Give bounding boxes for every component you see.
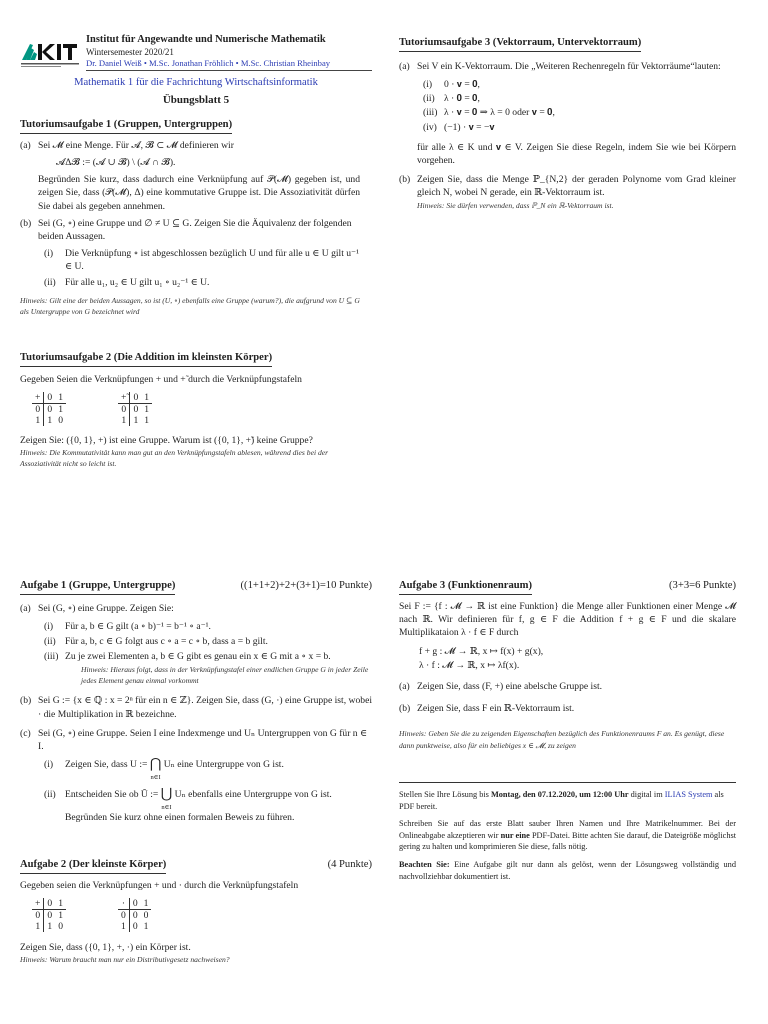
rule-text: λ · 𝟎 = 𝟎, [444,93,480,105]
exercise-1 [20,579,372,825]
task-text: Sei (G, ∘) eine Gruppe und ∅ ≠ U ⊆ G. Zeigen Sie die Äquivalenz der folgenden beiden Aussagen. [38,217,352,243]
item-label: (ii) [423,93,435,105]
section-title: Tutoriumsaufgabe 2 (Die Addition im kleinsten Körper) [20,351,272,367]
task-text: Sei G := {x ∈ ℚ : x = 2ⁿ für ein n ∈ ℤ}. Zeigen Sie, dass (G, ·) eine Gruppe ist, wobei · die Multiplikation in ℝ bezeichne. [38,695,372,720]
footer-text: Eine Aufgabe gilt nur dann als gelöst, wenn der Lösungsweg vollständig und nachvollziehbar dokumentiert ist. [399,860,736,881]
task-text: Für a, b, c ∈ G folgt aus c ∘ a = c ∘ b, dass a = b gilt. [65,636,268,648]
submission-info [399,782,736,882]
staff-names: Dr. Daniel Weiß • M.Sc. Jonathan Fröhlich • M.Sc. Christian Rheinbay [86,58,331,68]
task-text: Sei (G, ∘) eine Gruppe. Seien I eine Indexmenge und Uₙ Untergruppen von G für n ∈ I. [38,727,368,753]
formula: λ · f : 𝓜 → ℝ, x ↦ λf(x). [419,659,520,671]
task-text: Zeigen Sie, dass F ein ℝ-Vektorraum ist. [417,703,575,715]
emphasis: Beachten Sie: [399,860,450,870]
task-text: Zeigen Sie: ({0, 1}, +) ist eine Gruppe. Warum ist ({0, 1}, +̃) keine Gruppe? [20,434,313,446]
item-label: (i) [44,759,54,771]
ilias-link[interactable]: ILIAS System [664,790,713,799]
item-label: (ii) [44,636,56,648]
section-title: Tutoriumsaufgabe 3 (Vektorraum, Untervektorraum) [399,36,641,52]
tutorial-1 [20,118,360,318]
task-text: Sei F := {f : 𝓜 → ℝ ist eine Funktion} die Menge aller Funktionen einer Menge 𝓜 nach ℝ. Wir definieren für f, g ∈ F die Addition f + g ∈ F und die skalare Multiplikataion λ · f ∈ F durch [399,600,736,639]
tutorial-3 [399,36,736,211]
header-rule [86,70,372,71]
hint-text: Hinweis: Sie dürfen verwenden, dass ℙ_N ein ℝ-Vektorraum ist. [417,200,614,210]
rule-text: (−1) · 𝐯 = −𝐯 [444,121,495,133]
points: (4 Punkte) [327,859,372,870]
task-text: für alle λ ∈ K und 𝐯 ∈ V. Zeigen Sie diese Regeln, indem Sie wie bei Körpern vorgehen. [417,141,736,167]
section-title: Aufgabe 2 (Der kleinste Körper) [20,858,166,874]
task-text: Zeigen Sie, dass ({0, 1}, +, ·) ein Körper ist. [20,941,191,953]
item-label: (ii) [44,276,56,288]
footer-text: digital im [630,790,663,799]
footer-text: PDF-Datei. Bitte achten Sie darauf, die Dateigröße möglichst gering zu halten und komprimieren Sie diese, falls nötig. [399,830,737,852]
item-label: (i) [44,620,54,632]
deadline: Montag, den 07.12.2020, um 12:00 Uhr [490,790,629,799]
emphasis: nur eine [500,830,530,840]
index-label: n∈I [150,774,161,782]
tutorial-2 [20,351,360,470]
section-title: Aufgabe 3 (Funktionenraum) [399,579,532,595]
exercise-2 [20,858,372,965]
item-label: (b) [399,174,411,186]
exercise-3 [399,579,736,751]
sheet-title: Übungsblatt 5 [162,94,230,106]
operation-table-plus-tilde: +̃ 0 1 0 0 1 1 1 1 [118,392,152,426]
footer-text: Schreiben Sie auf das erste Blatt sauber Ihren Namen und Ihre Matrikelnummer. Bei der Onlineabgabe akzeptieren wir [399,819,736,840]
section-title: Tutoriumsaufgabe 1 (Gruppen, Untergruppen) [20,118,232,134]
institute-name: Institut für Angewandte und Numerische Mathematik [86,34,326,45]
item-label: (b) [20,217,32,229]
kit-logo [20,40,84,70]
hint-text: Hinweis: Geben Sie die zu zeigenden Eigenschaften bezüglich des Funktionenraums F an. Es genügt, diese dann punktweise, also für ein beliebiges x ∈ 𝓜, zu zeigen [399,729,725,750]
task-text: Zeigen Sie, dass (F, +) eine abelsche Gruppe ist. [417,680,603,692]
item-label: (ii) [44,788,56,800]
operation-table-plus: + 0 1 0 0 1 1 1 0 [32,392,66,426]
task-text: Die Verknüpfung ∘ ist abgeschlossen bezüglich U und für alle u ∈ U gilt u⁻¹ ∈ U. [65,248,359,273]
hint-text: Hinweis: Die Kommutativität kann man gut an den Verknüpfungstafeln ablesen, während dies bei der Assoziativität nicht so leicht ist. [20,448,329,469]
task-text: Für a, b ∈ G gilt (a ∘ b)⁻¹ = b⁻¹ ∘ a⁻¹. [65,620,211,632]
task-text: Zu je zwei Elementen a, b ∈ G gibt es genau ein x ∈ G mit a ∘ x = b. [65,651,331,663]
item-label: (iv) [423,121,437,133]
item-label: (a) [20,602,31,614]
index-label: n∈I [161,803,172,811]
intersection-symbol: ⋂ [149,757,162,773]
rule-text: λ · 𝐯 = 𝟎 ⇒ λ = 0 oder 𝐯 = 𝟎, [444,107,555,119]
task-text: Entscheiden Sie ob Ũ := [65,788,159,800]
points: ((1+1+2)+2+(3+1)=10 Punkte) [240,580,372,591]
task-text: Für alle u₁, u₂ ∈ U gilt u₁ ∘ u₂⁻¹ ∈ U. [65,276,210,288]
item-label: (iii) [44,651,59,663]
formula: f + g : 𝓜 → ℝ, x ↦ f(x) + g(x), [419,646,544,658]
task-text: Gegeben Seien die Verknüpfungen + und +̃ durch die Verknüpfungstafeln [20,373,302,385]
footer-text: Stellen Sie Ihre Lösung bis [399,790,489,799]
item-label: (b) [399,703,411,715]
operation-table-times: · 0 1 0 0 0 1 0 1 [118,898,151,932]
task-text: Sei 𝓜 eine Menge. Für 𝓐, 𝓑 ⊂ 𝓜 definieren wir [38,139,234,151]
union-symbol: ⋃ [160,786,173,802]
item-label: (i) [423,78,433,90]
item-label: (i) [44,248,54,260]
formula: 𝓐Δ𝓑 := (𝓐 ∪ 𝓑) \ (𝓐 ∩ 𝓑). [56,156,176,168]
hint-text: Hinweis: Hieraus folgt, dass in der Verknüpfungstafel einer endlichen Gruppe G in jeder Zeile jedes Element genau einmal vorkommt [81,664,369,685]
task-text: Uₙ eine Untergruppe von G ist. [163,759,284,771]
item-label: (c) [20,727,31,739]
task-text: Zeigen Sie, dass U := [65,759,148,771]
operation-table-plus: + 0 1 0 0 1 1 1 0 [32,898,66,932]
item-label: (iii) [423,107,438,119]
points: (3+3=6 Punkte) [669,580,736,591]
item-label: (a) [399,60,410,72]
hint-text: Hinweis: Warum braucht man nur ein Distributivgesetz nachweisen? [20,955,230,965]
task-text: Zeigen Sie, dass die Menge ℙ_{N,2} der geraden Polynome vom Grad kleiner gleich N, wobei N gerade, ein ℝ-Vektorraum ist. [417,174,736,199]
item-label: (a) [399,680,410,692]
task-text: Begründen Sie kurz, dass dadurch eine Verknüpfung auf 𝒫(𝓜) gegeben ist, und zeigen Sie, dass (𝒫(𝓜), Δ) eine kommutative Gruppe ist. Die Assoziativität dürfen Sie dabei als gegeben annehmen. [38,174,360,212]
task-text: Gegeben seien die Verknüpfungen + und · durch die Verknüpfungstafeln [20,879,299,891]
section-title: Aufgabe 1 (Gruppe, Untergruppe) [20,579,175,595]
footer-text: als PDF bereit. [399,790,724,811]
course-title: Mathematik 1 für die Fachrichtung Wirtschaftsinformatik [74,77,318,88]
page-header [20,30,372,72]
task-text: Sei V ein K-Vektorraum. Die „Weiteren Rechenregeln für Vektorräume“lauten: [417,60,721,72]
task-text: Sei (G, ∘) eine Gruppe. Zeigen Sie: [38,602,174,614]
item-label: (a) [20,139,31,151]
hint-text: Hinweis: Gilt eine der beiden Aussagen, so ist (U, ∘) ebenfalls eine Gruppe (warum?), die aufgrund von U ⊆ G als Untergruppe von G bezeichnet wird [20,295,360,317]
task-text: Uₙ ebenfalls eine Untergruppe von G ist. Begründen Sie kurz ohne einen formalen Beweis zu führen. [65,788,332,824]
rule-text: 0 · 𝐯 = 𝟎, [444,78,480,90]
item-label: (b) [20,695,32,707]
semester: Wintersemester 2020/21 [86,47,174,57]
footer-rule [399,782,736,783]
